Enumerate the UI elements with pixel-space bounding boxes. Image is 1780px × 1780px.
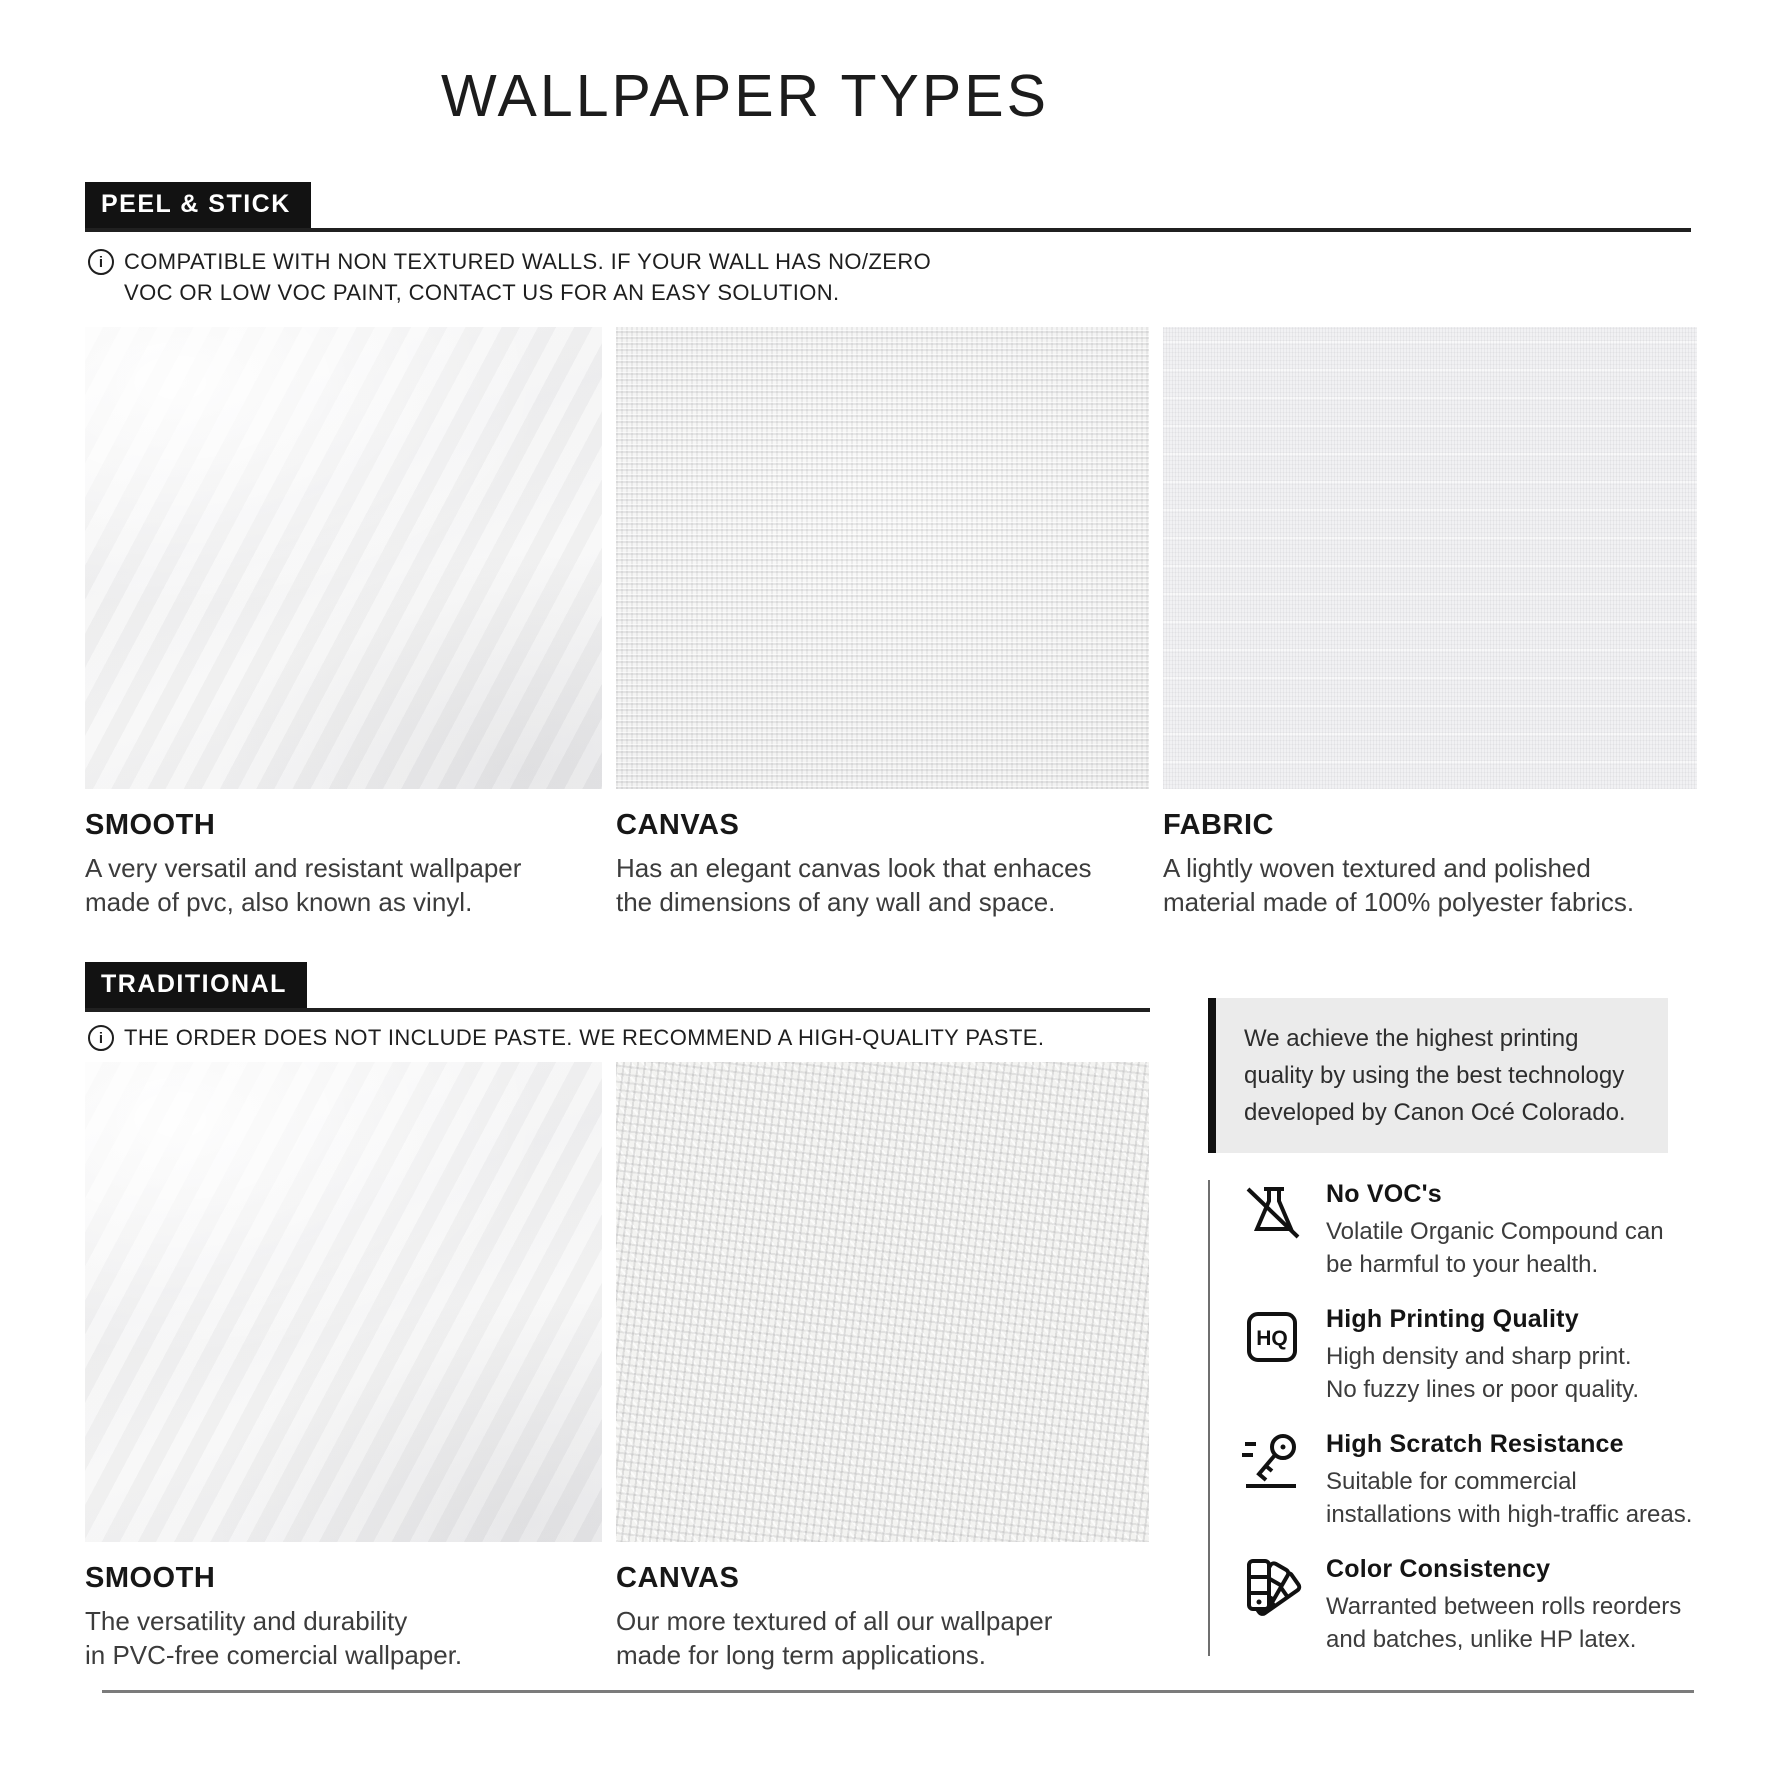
peel-stick-note-line2: VOC OR LOW VOC PAINT, CONTACT US FOR AN EASY SOLUTION. <box>124 280 840 305</box>
peel-smooth-desc-line1: A very versatil and resistant wallpaper <box>85 853 522 883</box>
traditional-canvas-desc-line1: Our more textured of all our wallpaper <box>616 1606 1053 1636</box>
info-icon: i <box>88 249 114 275</box>
peel-canvas-desc-line2: the dimensions of any wall and space. <box>616 887 1056 917</box>
peel-canvas-figure <box>616 327 1149 919</box>
quote-line1: We achieve the highest printing <box>1244 1025 1579 1052</box>
traditional-note <box>88 1022 1044 1053</box>
traditional-canvas-description <box>616 1604 1149 1672</box>
bottom-divider <box>102 1690 1694 1693</box>
traditional-note-line1: THE ORDER DOES NOT INCLUDE PASTE. WE RECOMMEND A HIGH-QUALITY PASTE. <box>124 1025 1045 1050</box>
feature-high-printing-quality <box>1240 1305 1720 1406</box>
feature-scratch-desc-line1: Suitable for commercial <box>1326 1468 1577 1495</box>
peel-smooth-figure <box>85 327 602 919</box>
feature-no-voc-desc-line2: be harmful to your health. <box>1326 1251 1599 1278</box>
feature-color-consistency <box>1240 1555 1720 1656</box>
peel-fabric-desc-line2: material made of 100% polyester fabrics. <box>1163 887 1635 917</box>
peel-fabric-figure <box>1163 327 1697 919</box>
color-swatch-fan-icon <box>1240 1555 1304 1619</box>
feature-no-voc-desc <box>1326 1215 1664 1281</box>
feature-color-text <box>1326 1555 1681 1656</box>
peel-stick-note-text <box>124 246 931 308</box>
traditional-canvas-texture-image <box>616 1062 1149 1542</box>
feature-color-desc <box>1326 1590 1681 1656</box>
feature-color-title: Color Consistency <box>1326 1555 1551 1583</box>
feature-scratch-title: High Scratch Resistance <box>1326 1430 1624 1458</box>
traditional-section-label: TRADITIONAL <box>85 962 307 1008</box>
traditional-smooth-description <box>85 1604 602 1672</box>
traditional-note-text <box>124 1022 1044 1053</box>
feature-scratch-desc-line2: installations with high-traffic areas. <box>1326 1501 1693 1528</box>
quote-line3: developed by Canon Océ Colorado. <box>1244 1099 1626 1126</box>
feature-hq-desc-line2: No fuzzy lines or poor quality. <box>1326 1376 1640 1403</box>
info-icon: i <box>88 1025 114 1051</box>
peel-canvas-desc-line1: Has an elegant canvas look that enhaces <box>616 853 1092 883</box>
scratch-key-icon <box>1240 1430 1304 1494</box>
peel-canvas-texture-image <box>616 327 1149 789</box>
feature-no-voc <box>1240 1180 1720 1281</box>
traditional-swatch-row <box>85 1062 1149 1672</box>
peel-stick-section-header <box>85 182 1691 232</box>
peel-fabric-description <box>1163 851 1697 919</box>
no-voc-flask-icon <box>1240 1180 1304 1244</box>
traditional-smooth-title: SMOOTH <box>85 1562 216 1594</box>
traditional-canvas-title: CANVAS <box>616 1562 740 1594</box>
feature-no-voc-title: No VOC's <box>1326 1180 1442 1208</box>
feature-no-voc-text <box>1326 1180 1664 1281</box>
traditional-smooth-texture-image <box>85 1062 602 1542</box>
feature-hq-title: High Printing Quality <box>1326 1305 1579 1333</box>
hq-badge-label: HQ <box>1256 1327 1288 1350</box>
feature-hq-text <box>1326 1305 1639 1406</box>
feature-no-voc-desc-line1: Volatile Organic Compound can <box>1326 1218 1664 1245</box>
feature-scratch-desc <box>1326 1465 1692 1531</box>
peel-stick-swatch-row <box>85 327 1697 919</box>
peel-stick-section-label: PEEL & STICK <box>85 182 311 228</box>
feature-color-desc-line1: Warranted between rolls reorders <box>1326 1593 1682 1620</box>
peel-smooth-description <box>85 851 602 919</box>
traditional-smooth-desc-line1: The versatility and durability <box>85 1606 408 1636</box>
feature-scratch-text <box>1326 1430 1692 1531</box>
peel-smooth-desc-line2: made of pvc, also known as vinyl. <box>85 887 473 917</box>
peel-stick-note-line1: COMPATIBLE WITH NON TEXTURED WALLS. IF YOUR WALL HAS NO/ZERO <box>124 249 932 274</box>
feature-scratch-resistance <box>1240 1430 1720 1531</box>
peel-smooth-title: SMOOTH <box>85 809 216 841</box>
traditional-canvas-desc-line2: made for long term applications. <box>616 1640 986 1670</box>
feature-color-desc-line2: and batches, unlike HP latex. <box>1326 1626 1637 1653</box>
hq-badge-icon <box>1240 1305 1304 1369</box>
page-title: WALLPAPER TYPES <box>441 63 1049 129</box>
peel-fabric-texture-image <box>1163 327 1697 789</box>
peel-smooth-texture-image <box>85 327 602 789</box>
feature-list <box>1208 1180 1720 1656</box>
traditional-canvas-figure <box>616 1062 1149 1672</box>
peel-fabric-desc-line1: A lightly woven textured and polished <box>1163 853 1591 883</box>
peel-stick-note <box>88 246 931 308</box>
peel-canvas-title: CANVAS <box>616 809 740 841</box>
quote-line2: quality by using the best technology <box>1244 1062 1625 1089</box>
traditional-smooth-desc-line2: in PVC-free comercial wallpaper. <box>85 1640 463 1670</box>
peel-canvas-description <box>616 851 1149 919</box>
traditional-section-header <box>85 962 1150 1012</box>
feature-hq-desc <box>1326 1340 1639 1406</box>
feature-hq-desc-line1: High density and sharp print. <box>1326 1343 1632 1370</box>
printing-quality-quote-box <box>1208 998 1668 1153</box>
peel-fabric-title: FABRIC <box>1163 809 1274 841</box>
traditional-smooth-figure <box>85 1062 602 1672</box>
